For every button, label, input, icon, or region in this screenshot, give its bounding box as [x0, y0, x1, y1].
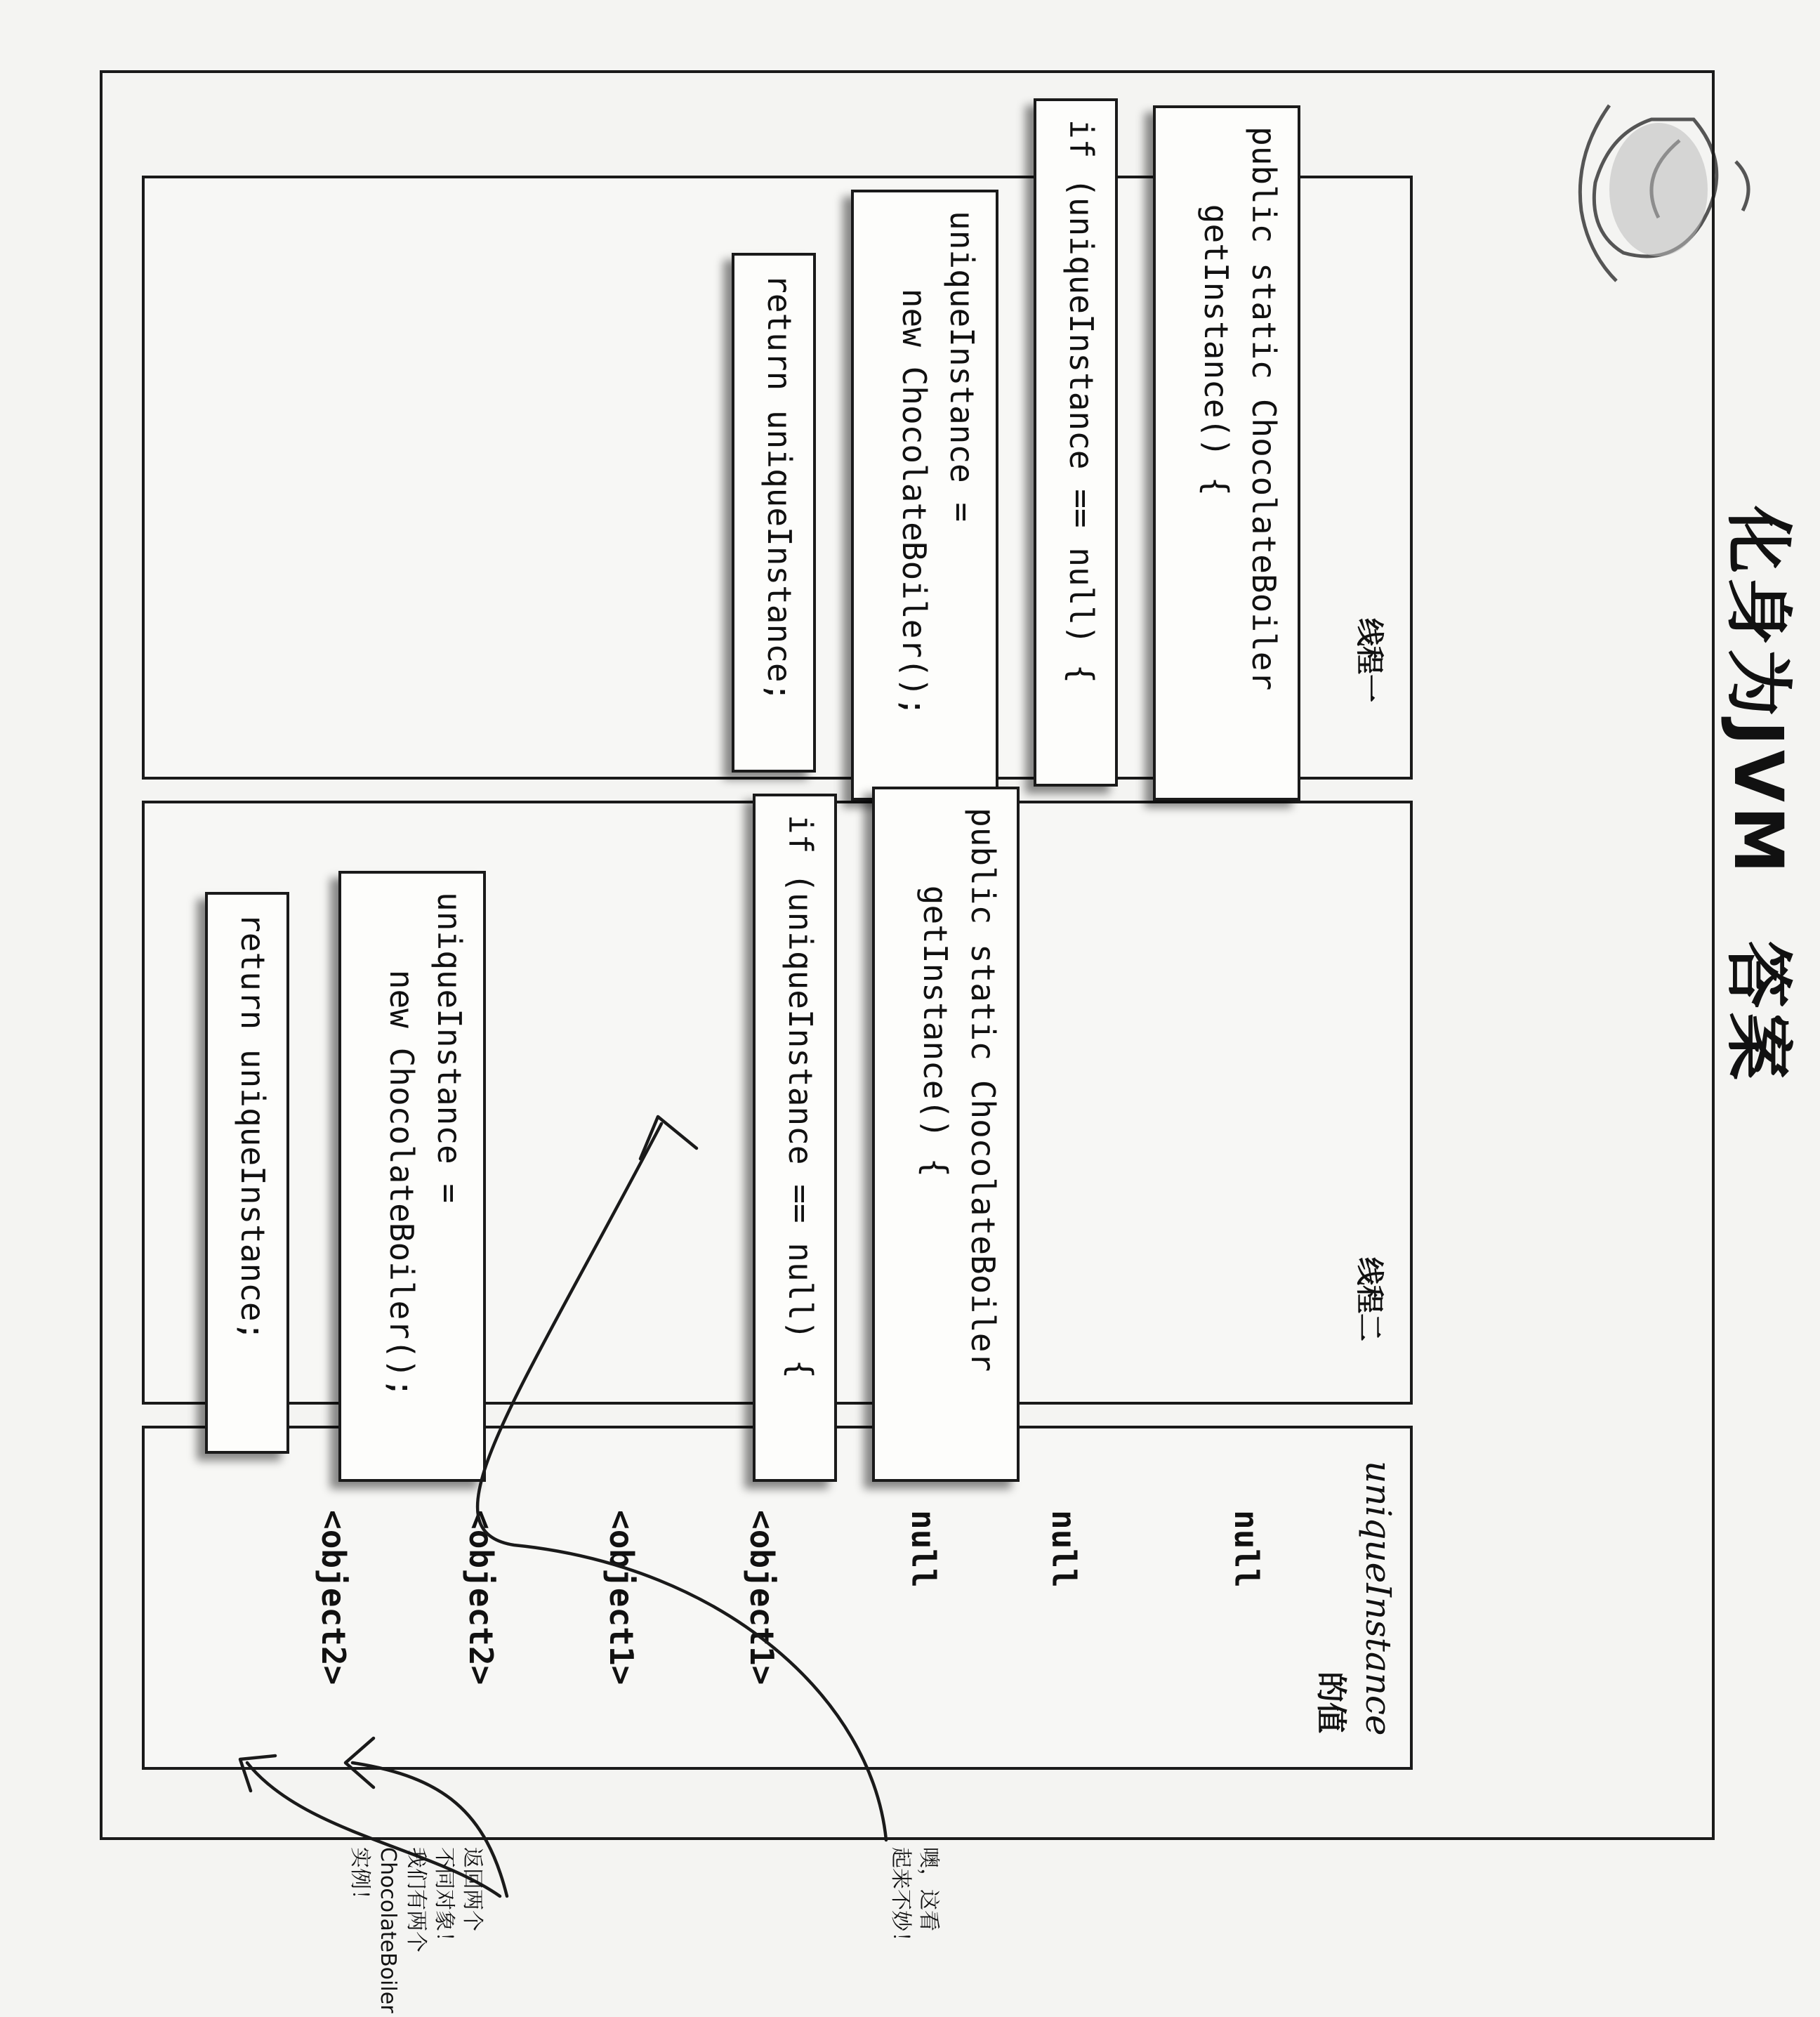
value-column-label: uniqueInstance	[1358, 1461, 1399, 1736]
value-step-1: null	[1227, 1510, 1265, 1588]
value-step-2: null	[1045, 1510, 1083, 1588]
value-column-label-suffix: 的值	[1313, 1671, 1349, 1733]
value-step-5: <object1>	[602, 1510, 640, 1686]
code-text: public static ChocolateBoiler getInstance() {	[1197, 126, 1283, 691]
value-step-7: <object2>	[315, 1510, 352, 1686]
arrow-uh-oh	[477, 1124, 886, 1840]
value-step-4: <object1>	[743, 1510, 781, 1686]
code-text: uniqueInstance = new ChocolateBoiler();	[895, 211, 981, 717]
arrow-uh-oh-head	[640, 1117, 697, 1159]
code-text: return uniqueInstance;	[234, 913, 272, 1341]
code-text: public static ChocolateBoiler getInstance() {	[916, 808, 1002, 1372]
value-step-3: null	[904, 1510, 942, 1588]
code-text: if (uniqueInstance == null) {	[782, 815, 819, 1379]
annotation-uh-oh: 噢，这看 起来不妙！	[888, 1847, 941, 1952]
value-step-6: <object2>	[462, 1510, 500, 1686]
annotation-two-objects: 返回两个 不同对象！ 我们有两个 ChocolateBoiler 实例！	[348, 1847, 484, 2013]
title-part-2: 答案	[1719, 940, 1798, 1084]
code-text: uniqueInstance = new ChocolateBoiler();	[383, 892, 468, 1398]
code-text: return uniqueInstance;	[760, 274, 798, 702]
code-text: if (uniqueInstance == null) {	[1062, 119, 1100, 684]
thread1-label: 线程一	[1353, 618, 1385, 702]
title-part-1: 化身为JVM	[1719, 506, 1798, 878]
thread2-label: 线程二	[1353, 1257, 1385, 1341]
